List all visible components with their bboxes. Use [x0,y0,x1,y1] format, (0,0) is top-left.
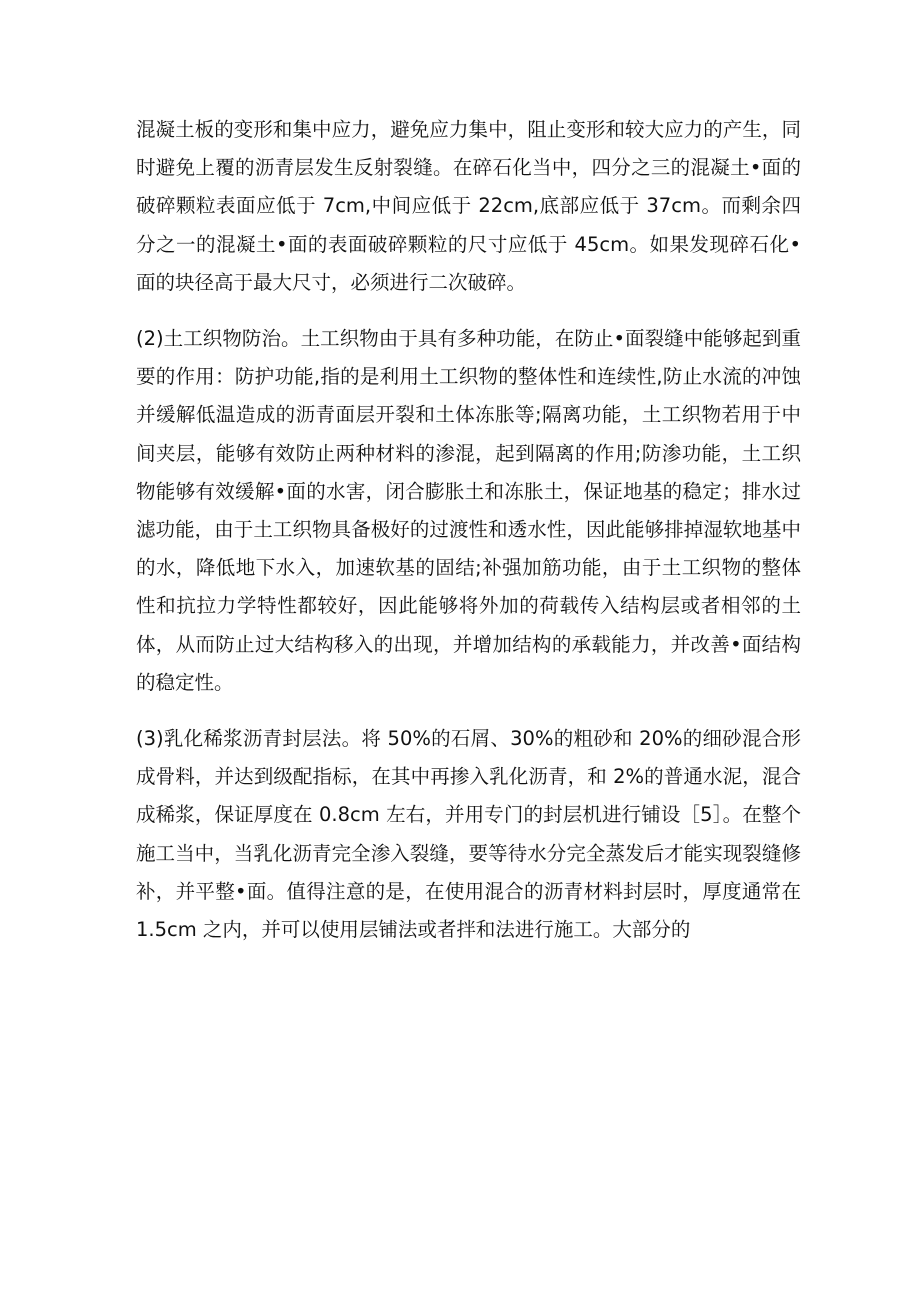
paragraph-emulsified-slurry-seal: (3)乳化稀浆沥青封层法。将 50%的石屑、30%的粗砂和 20%的细砂混合形成骨料，并达到级配指标，在其中再掺入乳化沥青，和 2%的普通水泥，混合成稀浆，保证厚度在 0.8cm 左右，并用专门的封层机进行铺设［5］。在整个施工当中，当乳化沥青完全渗入裂缝，要等待水分完全蒸发后才能实现裂缝修补，并平整•面。值得注意的是，在使用混合的沥青材料封层时，厚度通常在 1.5cm 之内，并可以使用层铺法或者拌和法进行施工。大部分的 [136,727,801,942]
paragraph-gravel-crushing: 混凝土板的变形和集中应力，避免应力集中，阻止变形和较大应力的产生，同时避免上覆的沥青层发生反射裂缝。在碎石化当中，四分之三的混凝土•面的破碎颗粒表面应低于 7cm,中间应低于 22cm,底部应低于 37cm。而剩余四分之一的混凝土•面的表面破碎颗粒的尺寸应低于 45cm。如果发现碎石化•面的块径高于最大尺寸，必须进行二次破碎。 [136,118,801,294]
document-page [136,111,801,949]
paragraph-geotextile-treatment: (2)土工织物防治。土工织物由于具有多种功能，在防止•面裂缝中能够起到重要的作用：防护功能,指的是利用土工织物的整体性和连续性,防止水流的冲蚀并缓解低温造成的沥青面层开裂和土体冻胀等;隔离功能，土工织物若用于中间夹层，能够有效防止两种材料的渗混，起到隔离的作用;防渗功能，土工织物能够有效缓解•面的水害，闭合膨胀土和冻胀土，保证地基的稳定；排水过滤功能，由于土工织物具备极好的过渡性和透水性，因此能够排掉湿软地基中的水，降低地下水入，加速软基的固结;补强加筋功能，由于土工织物的整体性和抗拉力学特性都较好，因此能够将外加的荷载传入结构层或者相邻的土体，从而防止过大结构移入的出现，并增加结构的承载能力，并改善•面结构的稳定性。 [136,327,801,694]
